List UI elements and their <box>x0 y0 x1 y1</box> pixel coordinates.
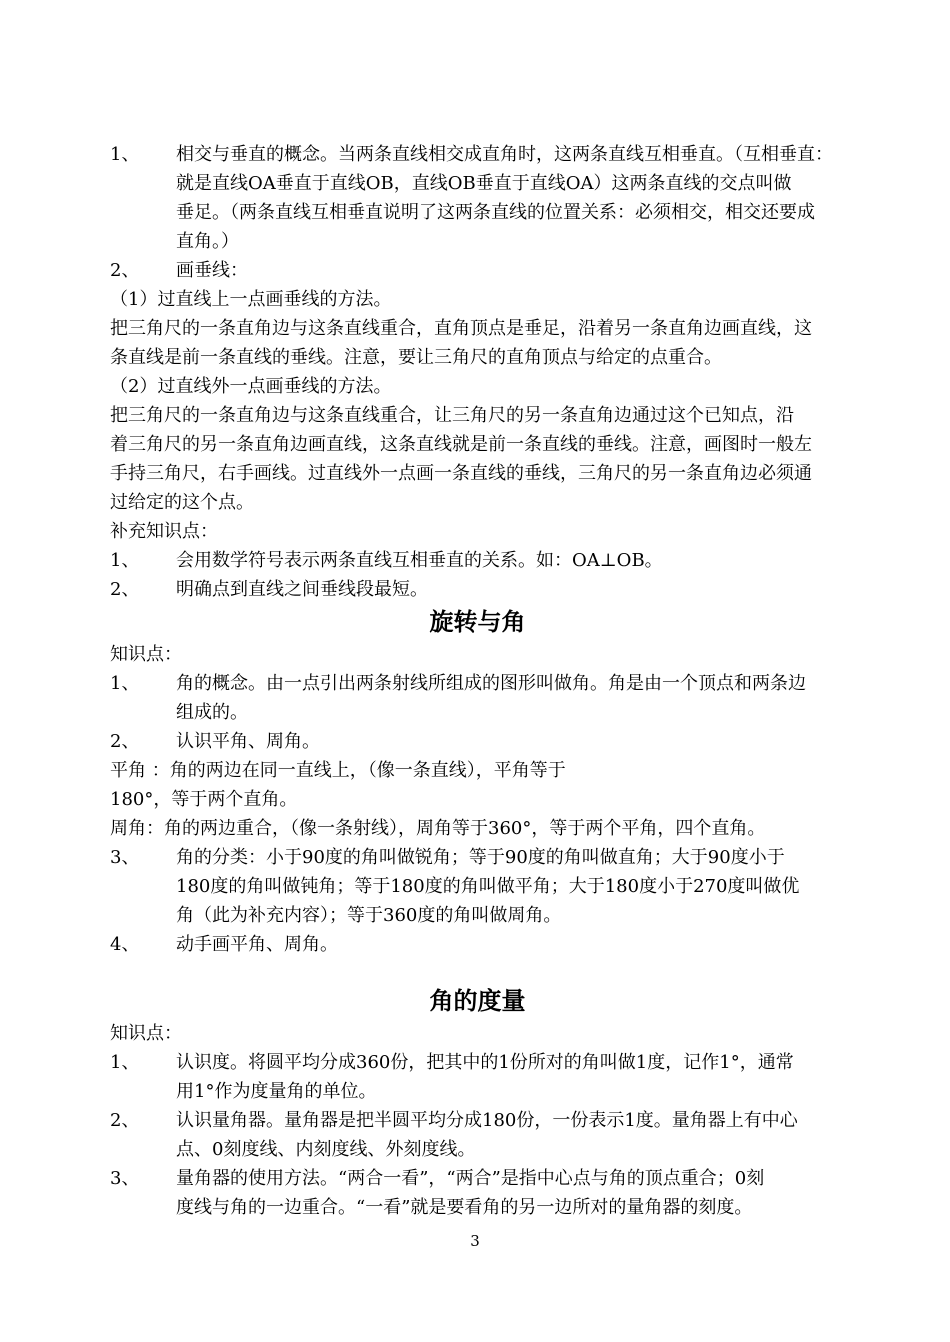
list-number: 1、 <box>110 673 140 694</box>
list-text <box>176 546 845 575</box>
list-number: 2、 <box>110 1110 140 1131</box>
list-number: 3、 <box>110 847 140 868</box>
paragraph-line: 周角：角的两边重合，（像一条射线），周角等于360°，等于两个平角，四个直角。 <box>110 818 766 839</box>
text-line: 量角器的使用方法。“两合一看”，“两合”是指中心点与角的顶点重合；0刻 <box>176 1168 765 1189</box>
list-item <box>110 727 845 756</box>
list-text <box>176 1106 845 1164</box>
text-line: 用1°作为度量角的单位。 <box>176 1081 377 1102</box>
paragraph-line: 过给定的这个点。 <box>110 492 254 513</box>
method-title: （2）过直线外一点画垂线的方法。 <box>110 376 392 397</box>
list-text <box>176 140 845 256</box>
list-text <box>176 575 845 604</box>
list-number: 4、 <box>110 934 140 955</box>
method-title: （1）过直线上一点画垂线的方法。 <box>110 289 392 310</box>
list-number: 1、 <box>110 144 140 165</box>
list-text <box>176 1164 845 1222</box>
list-item <box>110 1106 845 1164</box>
list-text <box>176 930 845 959</box>
knowledge-label: 知识点： <box>110 1023 182 1044</box>
list-item <box>110 140 845 256</box>
list-item <box>110 843 845 930</box>
list-number: 3、 <box>110 1168 140 1189</box>
text-line: 180度的角叫做钝角；等于180度的角叫做平角；大于180度小于270度叫做优 <box>176 876 800 897</box>
list-item <box>110 930 845 959</box>
section-heading: 旋转与角 <box>429 608 526 636</box>
paragraph-line: 把三角尺的一条直角边与这条直线重合，让三角尺的另一条直角边通过这个已知点，沿 <box>110 405 794 426</box>
text-line: 认识度。将圆平均分成360份，把其中的1份所对的角叫做1度，记作1°，通常 <box>176 1052 794 1073</box>
text-line: 垂足。（两条直线互相垂直说明了这两条直线的位置关系：必须相交，相交还要成 <box>176 202 815 223</box>
list-number: 2、 <box>110 579 140 600</box>
section-heading: 角的度量 <box>429 987 526 1015</box>
list-number: 1、 <box>110 1052 140 1073</box>
text-line: 度线与角的一边重合。“一看”就是要看角的另一边所对的量角器的刻度。 <box>176 1197 753 1218</box>
text-line: 直角。） <box>176 231 239 252</box>
list-item <box>110 1048 845 1106</box>
list-number: 2、 <box>110 731 140 752</box>
list-text <box>176 727 845 756</box>
text-line: 画垂线： <box>176 260 248 281</box>
list-text <box>176 843 845 930</box>
paragraph-line: 条直线是前一条直线的垂线。注意，要让三角尺的直角顶点与给定的点重合。 <box>110 347 722 368</box>
text-line: 角（此为补充内容）；等于360度的角叫做周角。 <box>176 905 562 926</box>
paragraph-line: 平角 ：角的两边在同一直线上，（像一条直线），平角等于 <box>110 760 566 781</box>
text-line: 角的分类：小于90度的角叫做锐角；等于90度的角叫做直角；大于90度小于 <box>176 847 785 868</box>
text-line: 明确点到直线之间垂线段最短。 <box>176 579 428 600</box>
paragraph-line: 把三角尺的一条直角边与这条直线重合，直角顶点是垂足，沿着另一条直角边画直线，这 <box>110 318 812 339</box>
text-line: 认识量角器。量角器是把半圆平均分成180份，一份表示1度。量角器上有中心 <box>176 1110 798 1131</box>
list-item <box>110 1164 845 1222</box>
text-line: 动手画平角、周角。 <box>176 934 338 955</box>
text-line: 就是直线OA垂直于直线OB，直线OB垂直于直线OA）这两条直线的交点叫做 <box>176 173 792 194</box>
text-line: 相交与垂直的概念。当两条直线相交成直角时，这两条直线互相垂直。（互相垂直： <box>176 144 833 165</box>
list-item <box>110 256 845 285</box>
supplement-title: 补充知识点： <box>110 521 218 542</box>
list-item <box>110 546 845 575</box>
paragraph-line: 手持三角尺，右手画线。过直线外一点画一条直线的垂线，三角尺的另一条直角边必须通 <box>110 463 812 484</box>
knowledge-label: 知识点： <box>110 644 182 665</box>
list-item <box>110 669 845 727</box>
paragraph-line: 180°，等于两个直角。 <box>110 789 298 810</box>
text-line: 角的概念。由一点引出两条射线所组成的图形叫做角。角是由一个顶点和两条边 <box>176 673 806 694</box>
list-item <box>110 575 845 604</box>
document-page <box>110 140 845 1222</box>
text-line: 点、0刻度线、内刻度线、外刻度线。 <box>176 1139 476 1160</box>
spacer <box>110 959 845 983</box>
list-number: 2、 <box>110 260 140 281</box>
page-number: 3 <box>470 1232 480 1250</box>
text-line: 认识平角、周角。 <box>176 731 320 752</box>
list-text <box>176 256 845 285</box>
text-line: 会用数学符号表示两条直线互相垂直的关系。如：OA⊥OB。 <box>176 550 663 571</box>
list-number: 1、 <box>110 550 140 571</box>
text-line: 组成的。 <box>176 702 248 723</box>
list-text <box>176 669 845 727</box>
paragraph-line: 着三角尺的另一条直角边画直线，这条直线就是前一条直线的垂线。注意，画图时一般左 <box>110 434 812 455</box>
list-text <box>176 1048 845 1106</box>
